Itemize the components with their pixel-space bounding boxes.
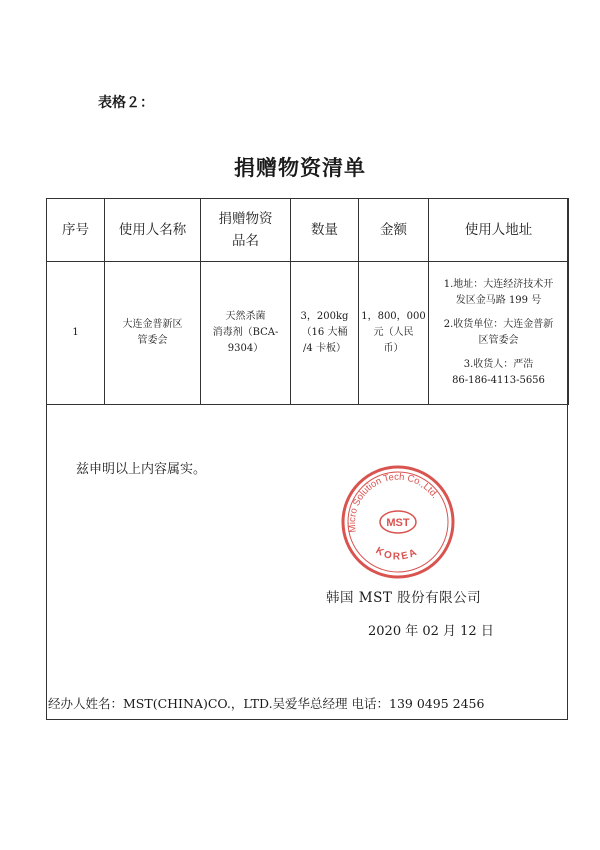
qty-line3: /4 卡板） [303,343,346,354]
header-no: 序号 [47,199,105,262]
header-address: 使用人地址 [429,199,569,262]
cell-item [201,262,291,405]
seal-arc-text: Micro Solution Tech Co.,Ltd. [346,471,441,534]
address-2b: 区管委会 [478,335,519,346]
declaration-text: 兹申明以上内容属实。 [76,462,207,477]
item-line1: 天然杀菌 [225,311,266,322]
header-user-name: 使用人名称 [105,199,201,262]
user-name-line2: 管委会 [137,335,168,346]
header-item-line1: 捐赠物资 [218,211,273,227]
user-name-line1: 大连金普新区 [122,319,183,330]
address-2a: 2.收货单位：大连金普新 [443,319,554,330]
cell-amount [359,262,429,405]
document-title: 捐赠物资清单 [234,156,366,180]
item-line2: 消毒剂（BCA- [212,327,279,338]
company-seal [338,462,458,582]
header-amount: 金额 [359,199,429,262]
cell-no: 1 [47,262,105,405]
address-item-2 [429,317,568,349]
amount-line2: 元（人民 [373,327,414,338]
cell-user-name [105,262,201,405]
item-line3: 9304） [227,343,264,354]
table-row [47,262,569,405]
contact-footer: 经办人姓名：MST(CHINA)CO.，LTD.吴爱华总经理 电话：139 0495 2456 [48,696,485,711]
address-1b: 发区金马路 199 号 [455,295,542,306]
document-date: 2020 年 02 月 12 日 [368,624,494,639]
donation-table [46,198,569,405]
seal-bottom-text: KOREA [373,545,421,563]
address-3a: 3.收货人：严浩 [463,359,534,370]
cell-quantity [291,262,359,405]
qty-line2: （16 大桶 [301,327,348,338]
header-item [201,199,291,262]
table-label: 表格２： [98,95,154,111]
address-item-1 [429,277,568,309]
qty-line1: 3，200kg [300,311,349,322]
company-name: 韩国 MST 股份有限公司 [326,590,482,606]
address-item-3 [429,357,568,389]
seal-center-text: MST [386,517,410,529]
table-header-row [47,199,569,262]
address-3b: 86-186-4113-5656 [452,375,545,386]
header-quantity: 数量 [291,199,359,262]
cell-address [429,262,569,405]
address-1a: 1.地址：大连经济技术开 [443,279,554,290]
amount-line3: 币） [383,343,404,354]
amount-line1: 1，800，000 [361,311,426,322]
header-item-line2: 品名 [232,233,259,249]
